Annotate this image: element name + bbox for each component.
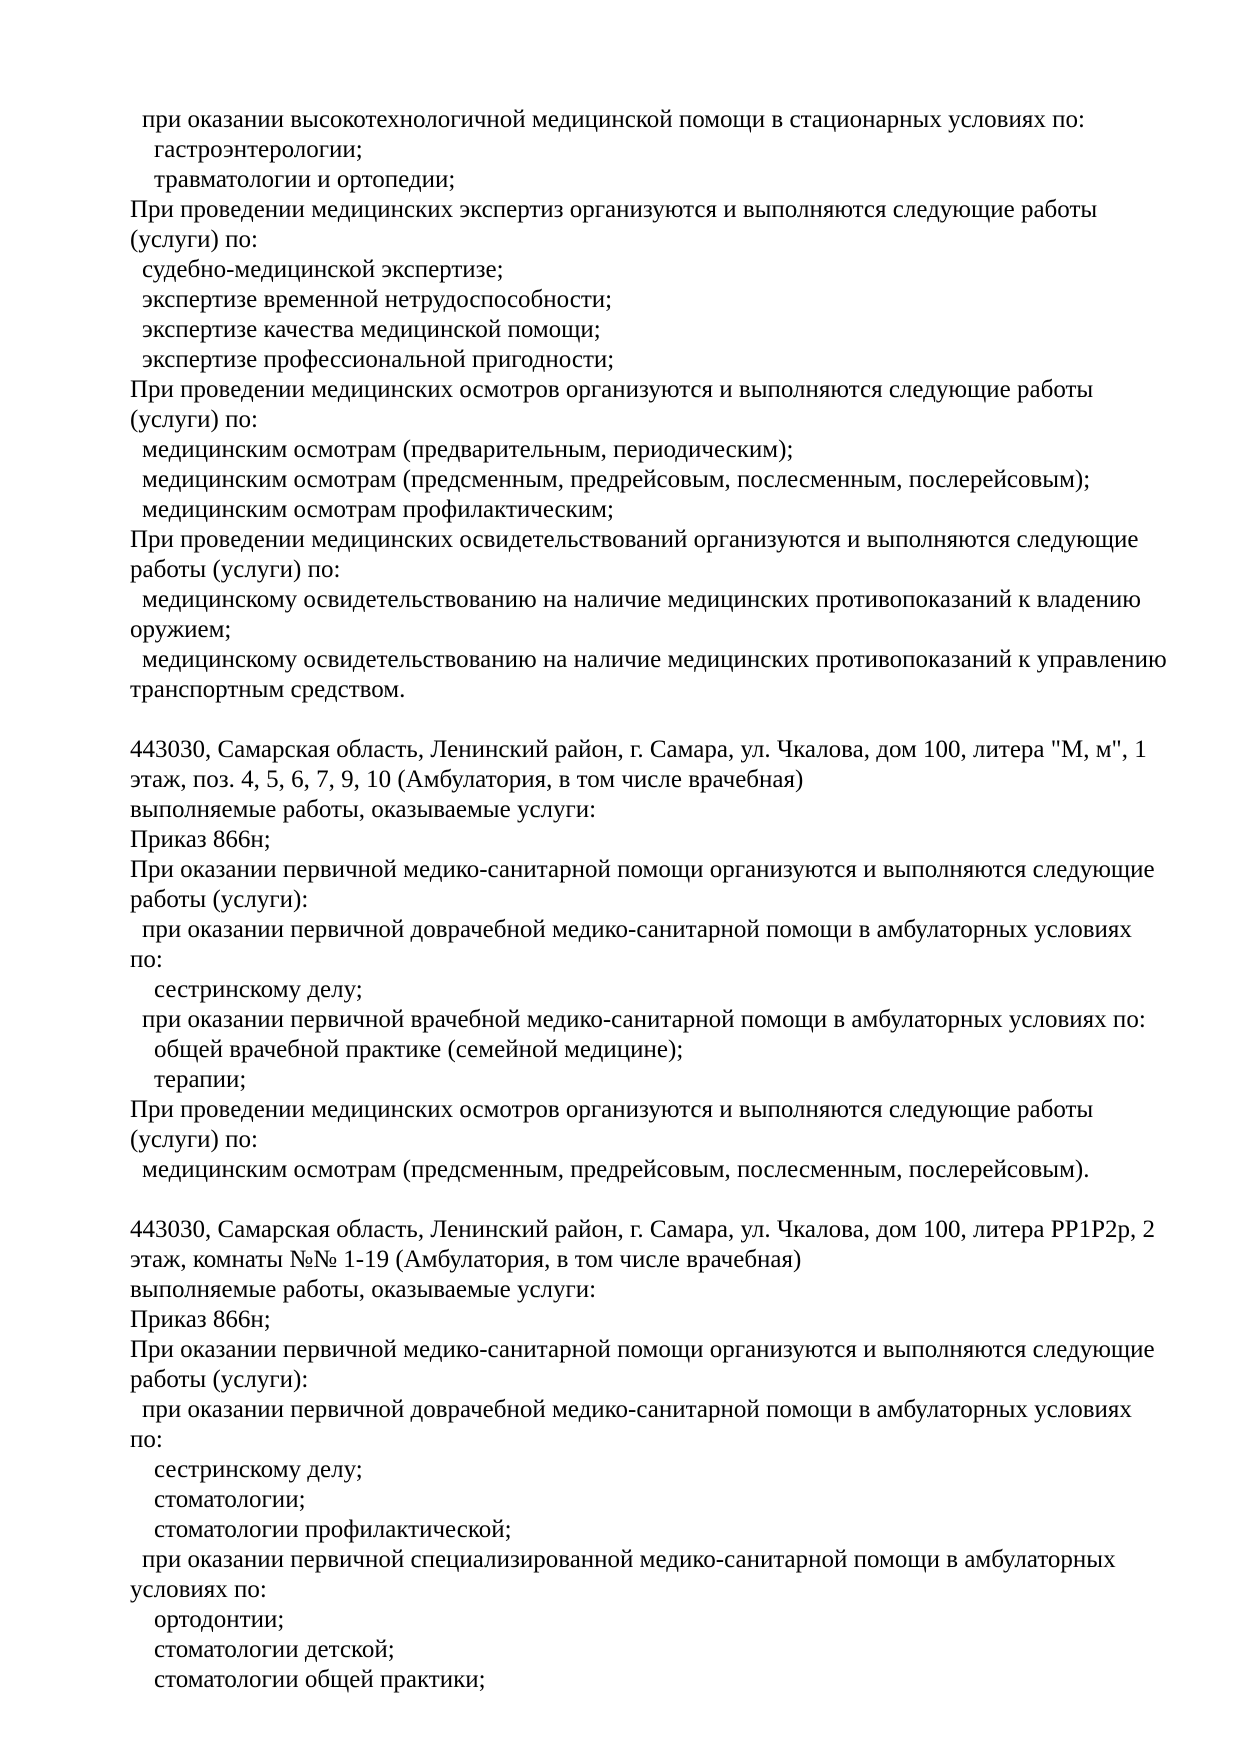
text-line: общей врачебной практике (семейной медицине);	[154, 1036, 684, 1063]
text-line: При проведении медицинских освидетельствований организуются и выполняются следующие	[130, 526, 1139, 553]
address-block-1	[130, 735, 1216, 1185]
text-line: медицинским осмотрам (предсменным, предрейсовым, послесменным, послерейсовым);	[142, 466, 1091, 493]
text-line: При оказании первичной медико-санитарной помощи организуются и выполняются следующие	[130, 856, 1155, 883]
text-line: экспертизе качества медицинской помощи;	[142, 316, 601, 343]
text-line: судебно-медицинской экспертизе;	[142, 256, 504, 283]
text-line: сестринскому делу;	[154, 1456, 363, 1483]
text-line: терапии;	[154, 1066, 247, 1093]
text-line: медицинским осмотрам профилактическим;	[142, 496, 614, 523]
text-line: этаж, поз. 4, 5, 6, 7, 9, 10 (Амбулатория, в том числе врачебная)	[130, 766, 804, 793]
text-line: по:	[130, 1426, 163, 1453]
text-line: Приказ 866н;	[130, 826, 271, 853]
text-line: медицинским осмотрам (предсменным, предрейсовым, послесменным, послерейсовым).	[142, 1156, 1090, 1183]
text-line: стоматологии;	[154, 1486, 306, 1513]
text-line: При оказании первичной медико-санитарной помощи организуются и выполняются следующие	[130, 1336, 1155, 1363]
text-line: по:	[130, 946, 163, 973]
text-line: Приказ 866н;	[130, 1306, 271, 1333]
license-works-continuation	[130, 105, 1216, 705]
text-line: стоматологии детской;	[154, 1636, 395, 1663]
text-line: 443030, Самарская область, Ленинский район, г. Самара, ул. Чкалова, дом 100, литера "М, м", 1	[130, 736, 1147, 763]
text-line: (услуги) по:	[130, 1126, 258, 1153]
text-line: экспертизе профессиональной пригодности;	[142, 346, 615, 373]
text-line: стоматологии профилактической;	[154, 1516, 512, 1543]
text-line: работы (услуги):	[130, 1366, 309, 1393]
text-line: оружием;	[130, 616, 232, 643]
text-line: При проведении медицинских экспертиз организуются и выполняются следующие работы	[130, 196, 1098, 223]
text-line: (услуги) по:	[130, 406, 258, 433]
text-line: медицинским осмотрам (предварительным, периодическим);	[142, 436, 794, 463]
text-line: При проведении медицинских осмотров организуются и выполняются следующие работы	[130, 376, 1094, 403]
text-line: при оказании первичной врачебной медико-санитарной помощи в амбулаторных условиях по:	[142, 1006, 1146, 1033]
text-line: сестринскому делу;	[154, 976, 363, 1003]
text-line: (услуги) по:	[130, 226, 258, 253]
document-body	[130, 105, 1216, 1695]
text-line: выполняемые работы, оказываемые услуги:	[130, 796, 597, 823]
address-block-2	[130, 1215, 1216, 1695]
text-line: при оказании первичной доврачебной медико-санитарной помощи в амбулаторных условиях	[142, 1396, 1132, 1423]
text-line: работы (услуги):	[130, 886, 309, 913]
text-line: При проведении медицинских осмотров организуются и выполняются следующие работы	[130, 1096, 1094, 1123]
text-line: при оказании первичной специализированной медико-санитарной помощи в амбулаторных	[142, 1546, 1116, 1573]
text-line: гастроэнтерологии;	[154, 136, 363, 163]
text-line: 443030, Самарская область, Ленинский район, г. Самара, ул. Чкалова, дом 100, литера РР1Р2р, 2	[130, 1216, 1155, 1243]
text-line: стоматологии общей практики;	[154, 1666, 486, 1693]
text-line: при оказании высокотехнологичной медицинской помощи в стационарных условиях по:	[142, 106, 1085, 133]
text-line: медицинскому освидетельствованию на наличие медицинских противопоказаний к управлению	[142, 646, 1167, 673]
text-line: при оказании первичной доврачебной медико-санитарной помощи в амбулаторных условиях	[142, 916, 1132, 943]
text-line: медицинскому освидетельствованию на наличие медицинских противопоказаний к владению	[142, 586, 1141, 613]
text-line: работы (услуги) по:	[130, 556, 341, 583]
text-line: транспортным средством.	[130, 676, 406, 703]
text-line: ортодонтии;	[154, 1606, 285, 1633]
text-line: этаж, комнаты №№ 1-19 (Амбулатория, в том числе врачебная)	[130, 1246, 802, 1273]
text-line: условиях по:	[130, 1576, 267, 1603]
text-line: травматологии и ортопедии;	[154, 166, 456, 193]
text-line: выполняемые работы, оказываемые услуги:	[130, 1276, 597, 1303]
text-line: экспертизе временной нетрудоспособности;	[142, 286, 613, 313]
